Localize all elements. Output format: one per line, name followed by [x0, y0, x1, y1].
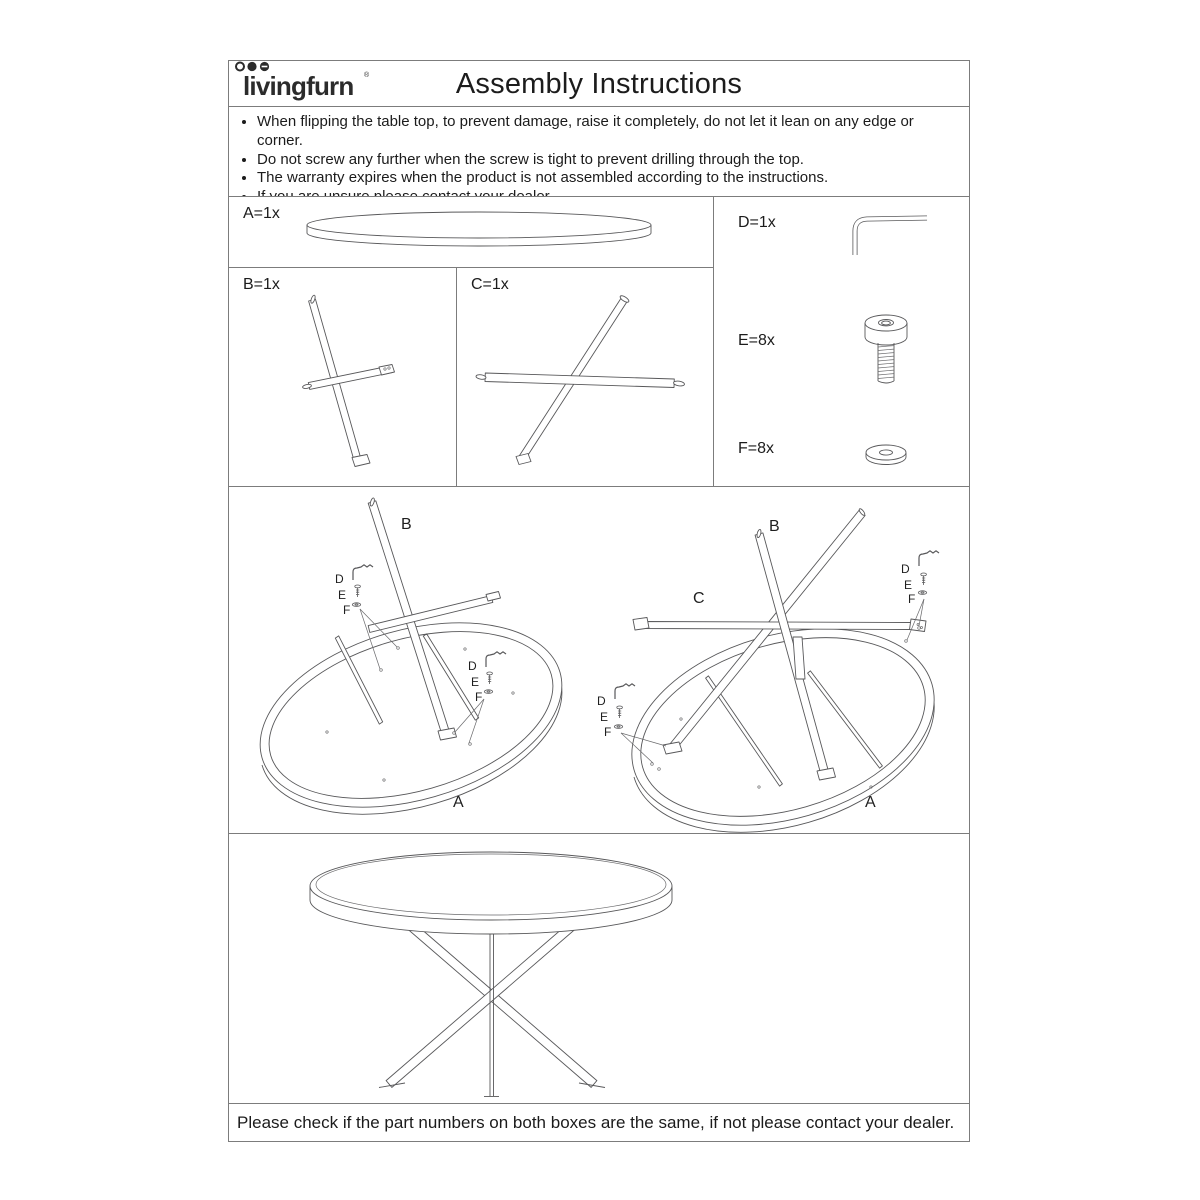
allen-key-icon [855, 218, 927, 255]
page-title: Assembly Instructions [455, 68, 743, 100]
footer-note [229, 1103, 969, 1141]
callout-label-e: E [338, 588, 347, 602]
allen-key-icon [919, 551, 939, 566]
bolt-icon [617, 706, 623, 718]
part-cell-b [229, 267, 456, 486]
assembly-steps-diagram [229, 487, 969, 834]
part-cell-a [229, 196, 713, 267]
diagram-label-b: B [769, 518, 780, 535]
washer-icon [614, 725, 622, 729]
note-item: • The warranty expires when the product is not assembled according to the instructions. [257, 169, 959, 188]
callout-label-d: D [468, 659, 477, 673]
bolt-icon [355, 585, 361, 597]
tabletop-drawing [229, 197, 713, 268]
warning-notes [229, 106, 969, 196]
part-e-label: E=8x [738, 332, 775, 349]
assembly-step-1-diagram [239, 497, 584, 834]
callout-label-d: D [901, 562, 910, 576]
part-d-label: D=1x [738, 214, 776, 231]
callout-label-d: D [335, 572, 344, 586]
assembled-table-diagram [229, 834, 969, 1104]
hardware-drawings [714, 197, 970, 487]
allen-key-icon [615, 684, 635, 699]
washer-icon [918, 591, 926, 595]
footer-text: Please check if the part numbers on both boxes are the same, if not please contact your dealer. [237, 1113, 955, 1132]
instruction-sheet [228, 60, 970, 1142]
assembled-table [229, 833, 969, 1103]
callout-label-e: E [904, 578, 913, 592]
leg-frame-b-drawing [229, 268, 456, 487]
note-item: • Do not screw any further when the screw is tight to prevent drilling through the top. [257, 151, 959, 170]
callout-label-d: D [597, 694, 606, 708]
callout-label-f: F [908, 592, 916, 606]
allen-key-icon [353, 565, 373, 580]
callout-label-f: F [475, 690, 483, 704]
leg-frame-c-drawing [457, 268, 714, 487]
diagram-label-a: A [865, 794, 876, 811]
part-cell-c [456, 267, 713, 486]
washer-icon [866, 445, 906, 465]
callout-label-f: F [343, 603, 351, 617]
callout-label-e: E [600, 710, 609, 724]
washer-icon [352, 603, 360, 607]
diagram-label-b: B [401, 516, 412, 533]
assembly-step-2-diagram [597, 508, 957, 834]
diagram-label-a: A [453, 794, 464, 811]
notes-list [229, 113, 969, 207]
part-cell-def [713, 196, 969, 486]
registered-mark: ® [364, 72, 370, 79]
assembly-steps [229, 486, 969, 833]
diagram-label-c: C [693, 590, 705, 607]
bolt-icon [865, 315, 907, 383]
note-item: • When flipping the table top, to prevent damage, raise it completely, do not let it lean on any edge or corner. [257, 113, 959, 151]
logo-wordmark: livingfurn [243, 71, 354, 101]
part-c-label: C=1x [471, 276, 509, 293]
part-b-label: B=1x [243, 276, 280, 293]
part-f-label: F=8x [738, 440, 775, 457]
callout-label-f: F [604, 725, 612, 739]
header [229, 61, 969, 106]
callout-label-e: E [471, 675, 480, 689]
bolt-icon [921, 573, 927, 585]
part-a-label: A=1x [243, 205, 280, 222]
